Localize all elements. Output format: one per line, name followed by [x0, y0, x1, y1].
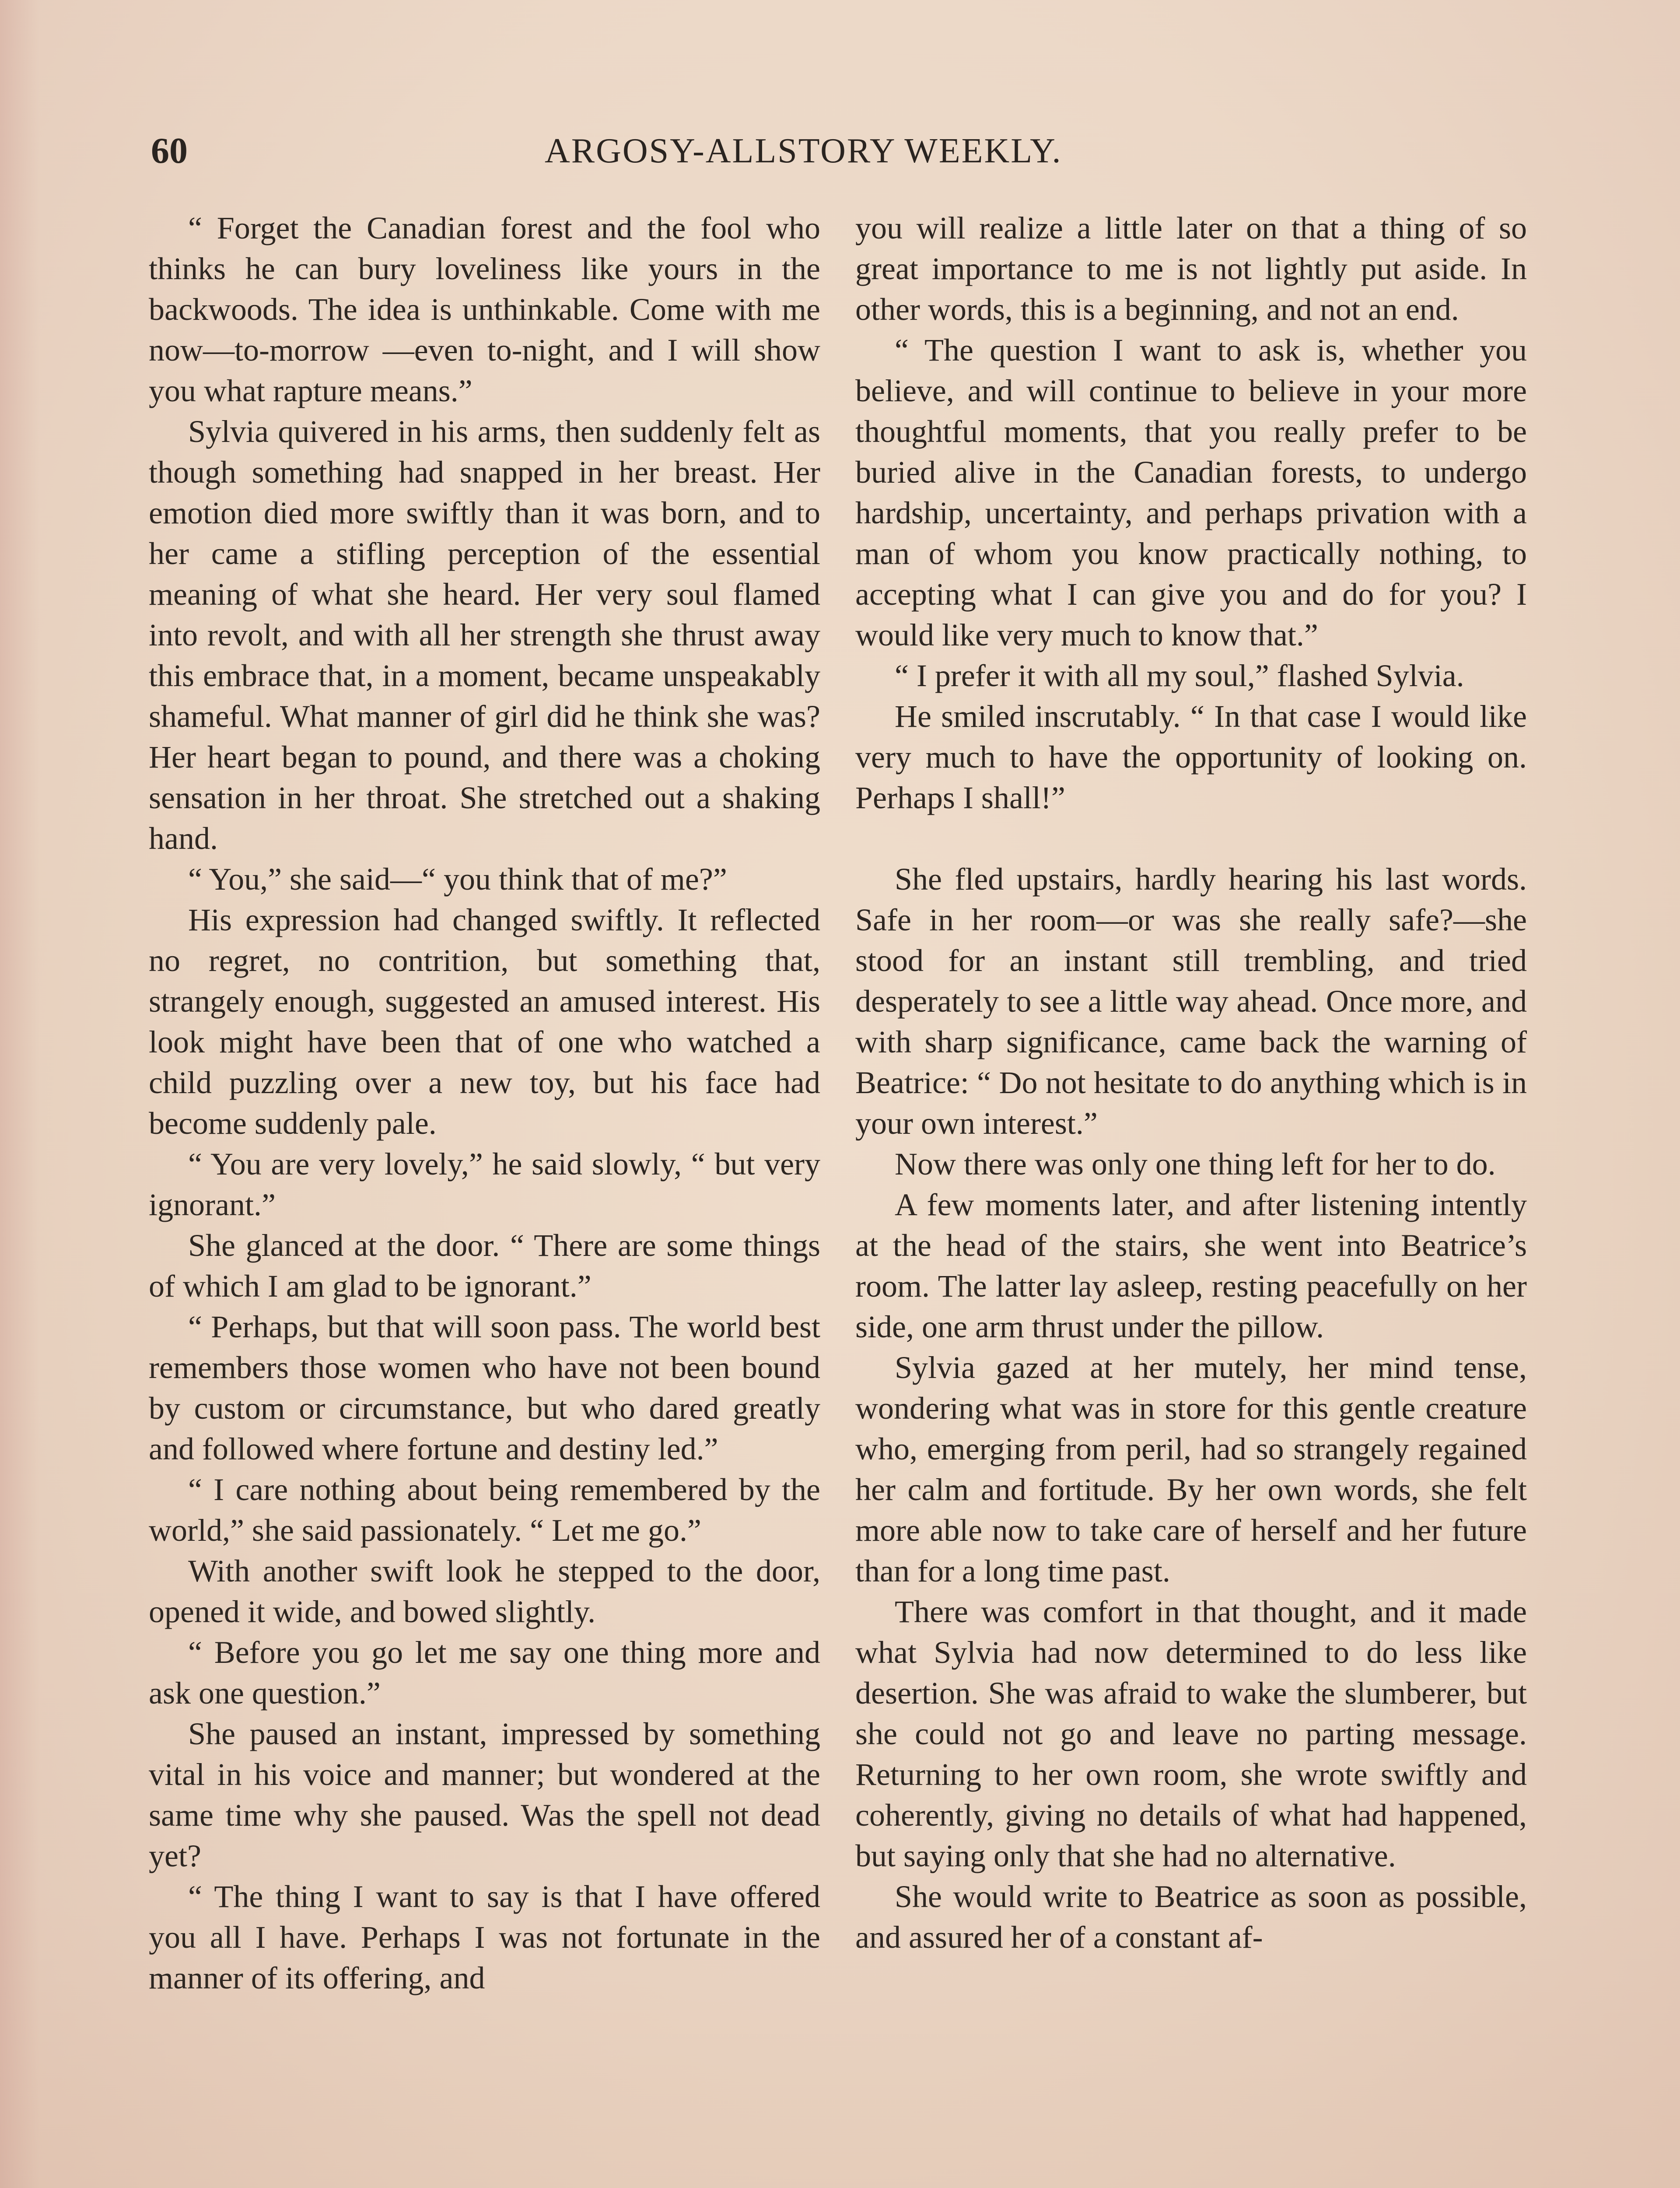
paragraph: “ Before you go let me say one thing more and ask one question.”	[149, 1635, 820, 1711]
page-header	[151, 127, 1442, 175]
paragraph: She paused an instant, impressed by something vital in his voice and manner; but wondered at the same time why she paused. Was the spell not dead yet?	[149, 1716, 820, 1873]
paragraph: “ I prefer it with all my soul,” flashed Sylvia.	[895, 658, 1464, 693]
paragraph: “ The question I want to ask is, whether you believe, and will continue to believe in your more thoughtful moments, that you really prefer to be buried alive in the Canadian forests, to undergo hardship, uncertainty, and perhaps privation with a man of whom you know practically nothing, to accepting what I can give you and do for you? I would like very much to know that.”	[855, 333, 1527, 652]
paragraph: She fled upstairs, hardly hearing his last words. Safe in her room—or was she really safe?—she stood for an instant still trembling, and tried desperately to see a little way ahead. Once more, and with sharp significance, came back the warning of Beatrice: “ Do not hesitate to do anything which is in your own interest.”	[855, 862, 1527, 1141]
left-text-column	[149, 208, 820, 1999]
paragraph: She glanced at the door. “ There are some things of which I am glad to be ignorant.”	[149, 1228, 820, 1304]
paragraph: Now there was only one thing left for her to do.	[895, 1147, 1496, 1182]
paragraph: “ You,” she said—“ you think that of me?”	[188, 862, 727, 897]
running-title: ARGOSY-ALLSTORY WEEKLY.	[545, 132, 1062, 170]
paragraph: “ Perhaps, but that will soon pass. The world best remembers those women who have not been bound by custom or circumstance, but who dared greatly and followed where fortune and destiny led.”	[149, 1309, 820, 1466]
paragraph: There was comfort in that thought, and it made what Sylvia had now determined to do less like desertion. She was afraid to wake the slumberer, but she could not go and leave no parting message. Returning to her own room, she wrote swiftly and coherently, giving no details of what had happened, but saying only that she had no alternative.	[855, 1594, 1527, 1873]
paragraph-continued: you will realize a little later on that a thing of so great importance to me is not lightly put aside. In other words, this is a beginning, and not an end.	[855, 210, 1527, 327]
paragraph: “ You are very lovely,” he said slowly, “ but very ignorant.”	[149, 1147, 820, 1222]
page-number: 60	[151, 130, 188, 171]
paragraph: She would write to Beatrice as soon as possible, and assured her of a constant af-	[855, 1879, 1527, 1955]
paragraph: Sylvia quivered in his arms, then suddenly felt as though something had snapped in her breast. Her emotion died more swiftly than it was born, and to her came a stifling perception of the essential meaning of what she heard. Her very soul flamed into revolt, and with all her strength she thrust away this embrace that, in a moment, became unspeakably shameful. What manner of girl did he think she was? Her heart began to pound, and there was a choking sensation in her throat. She stretched out a shaking hand.	[149, 414, 820, 856]
paragraph: “ I care nothing about being remembered by the world,” she said passionately. “ Let me go.”	[149, 1472, 820, 1548]
paragraph: “ Forget the Canadian forest and the fool who thinks he can bury loveliness like yours in the backwoods. The idea is unthinkable. Come with me now—to-morrow —even to-night, and I will show you what rapture means.”	[149, 210, 820, 408]
paragraph: Sylvia gazed at her mutely, her mind tense, wondering what was in store for this gentle creature who, emerging from peril, had so strangely regained her calm and fortitude. By her own words, she felt more able now to take care of herself and her future than for a long time past.	[855, 1350, 1527, 1588]
page-edge-shading	[0, 0, 39, 2188]
paragraph: “ The thing I want to say is that I have offered you all I have. Perhaps I was not fortunate in the manner of its offering, and	[149, 1879, 820, 1995]
paragraph: He smiled inscrutably. “ In that case I would like very much to have the opportunity of looking on. Perhaps I shall!”	[855, 699, 1527, 815]
paragraph: A few moments later, and after listening intently at the head of the stairs, she went into Beatrice’s room. The latter lay asleep, resting peacefully on her side, one arm thrust under the pillow.	[855, 1187, 1527, 1344]
right-text-column	[855, 208, 1527, 1958]
paragraph: With another swift look he stepped to the door, opened it wide, and bowed slightly.	[149, 1553, 820, 1629]
paragraph: His expression had changed swiftly. It reflected no regret, no contrition, but something that, strangely enough, suggested an amused interest. His look might have been that of one who watched a child puzzling over a new toy, but his face had become suddenly pale.	[149, 902, 820, 1141]
